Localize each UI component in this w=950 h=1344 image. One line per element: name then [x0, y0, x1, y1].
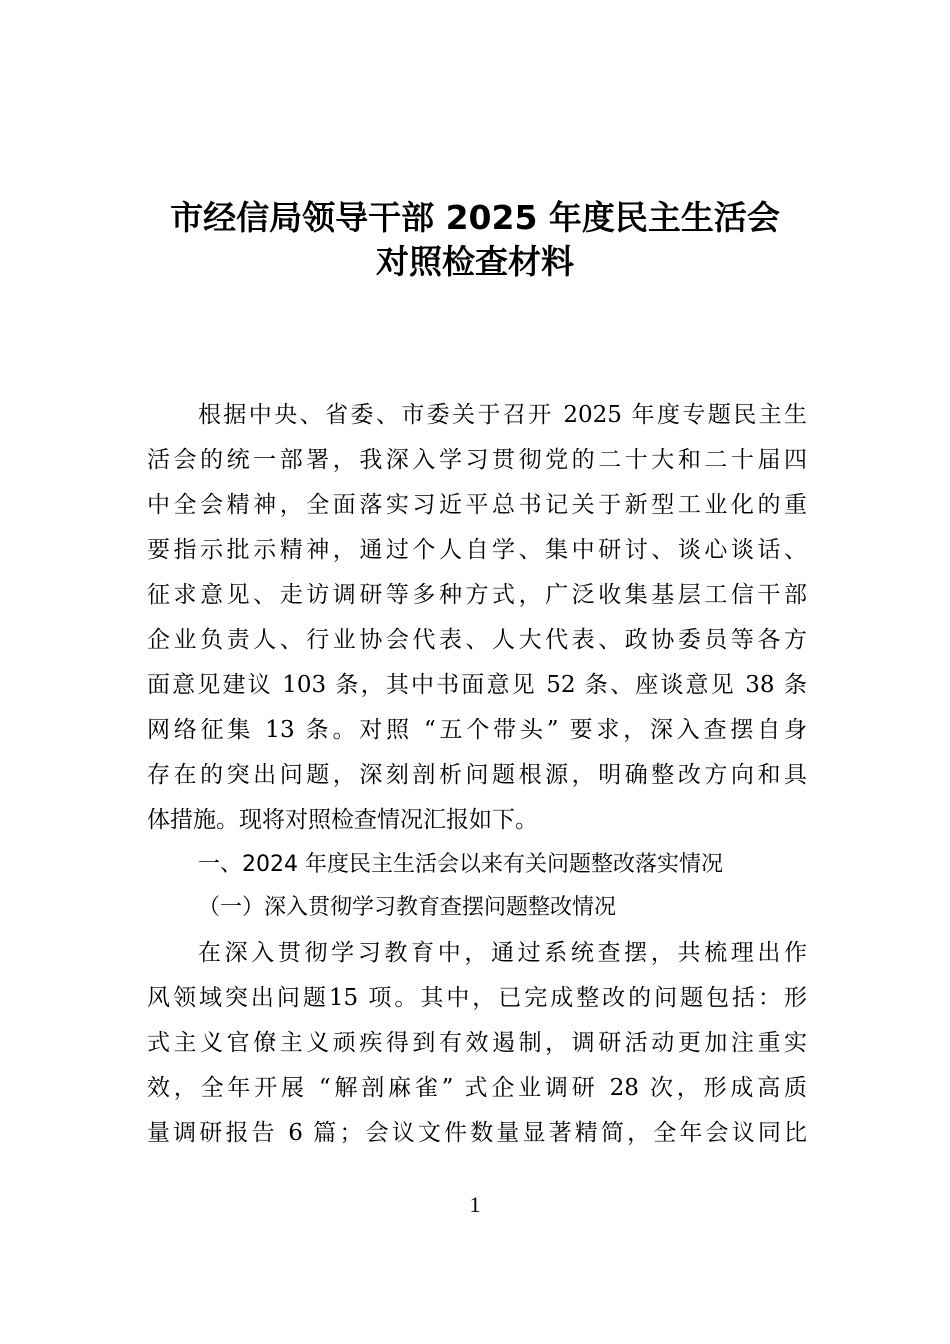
intro-line: 活会的统一部署，我深入学习贯彻党的二十大和二十届四 — [147, 447, 807, 473]
section-heading-2: （一）深入贯彻学习教育查摆问题整改情况 — [198, 895, 617, 920]
intro-line: 体措施。现将对照检查情况汇报如下。 — [147, 807, 538, 833]
document-title-line-2: 对照检查材料 — [376, 242, 574, 281]
section-line: 效，全年开展 “解剖麻雀” 式企业调研 28 次，形成高质 — [147, 1075, 807, 1101]
section-heading-1: 一、2024 年度民主生活会以来有关问题整改落实情况 — [198, 852, 723, 877]
page-number: 1 — [469, 1192, 481, 1217]
section-line: 在深入贯彻学习教育中，通过系统查摆，共梳理出作 — [198, 940, 807, 966]
section-line: 风领域突出问题15 项。其中，已完成整改的问题包括：形 — [147, 985, 807, 1011]
intro-line: 根据中央、省委、市委关于召开 2025 年度专题民主生 — [198, 402, 807, 428]
document-title-line-1: 市经信局领导干部 2025 年度民主生活会 — [170, 198, 780, 237]
intro-line: 面意见建议 103 条，其中书面意见 52 条、座谈意见 38 条 — [147, 672, 807, 698]
intro-line: 企业负责人、行业协会代表、人大代表、政协委员等各方 — [147, 627, 807, 653]
intro-line: 网络征集 13 条。对照 “五个带头” 要求，深入查摆自身 — [147, 717, 807, 743]
section-line: 量调研报告 6 篇；会议文件数量显著精简，全年会议同比 — [147, 1120, 807, 1146]
intro-line: 存在的突出问题，深刻剖析问题根源，明确整改方向和具 — [147, 762, 807, 788]
intro-line: 中全会精神，全面落实习近平总书记关于新型工业化的重 — [147, 492, 807, 518]
intro-line: 要指示批示精神，通过个人自学、集中研讨、谈心谈话、 — [147, 537, 807, 563]
section-line: 式主义官僚主义顽疾得到有效遏制，调研活动更加注重实 — [147, 1030, 807, 1056]
intro-line: 征求意见、走访调研等多种方式，广泛收集基层工信干部 — [147, 582, 807, 608]
